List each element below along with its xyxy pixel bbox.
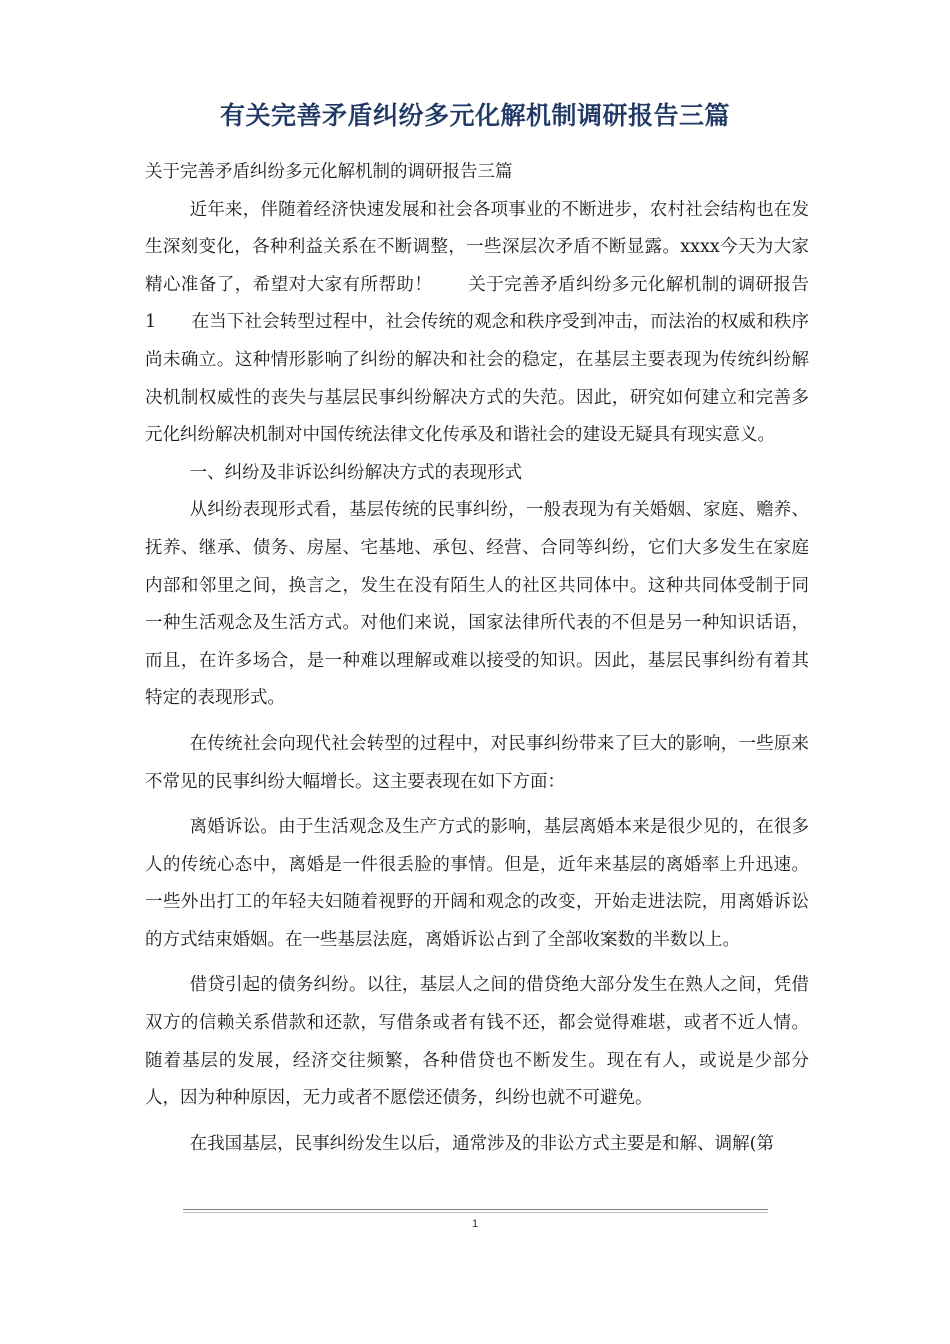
subtitle-paragraph: 关于完善矛盾纠纷多元化解机制的调研报告三篇 [145, 162, 513, 182]
intro-paragraph: 近年来，伴随着经济快速发展和社会各项事业的不断进步，农村社会结构也在发生深刻变化，各种利益关系在不断调整，一些深层次矛盾不断显露。xxxx今天为大家精心准备了，希望对大家有所帮助！ 关于完善矛盾纠纷多元化解机制的调研报告 1 在当下社会转型过程中，社会传统的观念和秩序受到冲击，而法治的权威和秩序尚未确立。这种情形影响了纠纷的解决和社会的稳定，在基层主要表现为传统纠纷解决机制权威性的丧失与基层民事纠纷解决方式的失范。因此，研究如何建立和完善多元化纠纷解决机制对中国传统法律文化传承及和谐社会的建设无疑具有现实意义。 [145, 199, 809, 446]
footer-divider [183, 1209, 768, 1210]
document-body [145, 154, 809, 1163]
section-heading: 一、纠纷及非诉讼纠纷解决方式的表现形式 [189, 462, 523, 483]
body-paragraph: 借贷引起的债务纠纷。以往，基层人之间的借贷绝大部分发生在熟人之间，凭借双方的信赖关系借款和还款，写借条或者有钱不还，都会觉得难堪，或者不近人情。随着基层的发展，经济交往频繁，各种借贷也不断发生。现在有人，或说是少部分人，因为种种原因，无力或者不愿偿还债务，纠纷也就不可避免。 [145, 975, 809, 1109]
body-paragraph: 从纠纷表现形式看，基层传统的民事纠纷，一般表现为有关婚姻、家庭、赡养、抚养、继承、债务、房屋、宅基地、承包、经营、合同等纠纷，它们大多发生在家庭内部和邻里之间，换言之，发生在没有陌生人的社区共同体中。这种共同体受制于同一种生活观念及生活方式。对他们来说，国家法律所代表的不但是另一种知识话语，而且，在许多场合，是一种难以理解或难以接受的知识。因此，基层民事纠纷有着其特定的表现形式。 [145, 500, 809, 709]
body-paragraph: 在传统社会向现代社会转型的过程中，对民事纠纷带来了巨大的影响，一些原来不常见的民事纠纷大幅增长。这主要表现在如下方面： [145, 733, 809, 792]
body-paragraph: 离婚诉讼。由于生活观念及生产方式的影响，基层离婚本来是很少见的，在很多人的传统心态中，离婚是一件很丢脸的事情。但是，近年来基层的离婚率上升迅速。一些外出打工的年轻夫妇随着视野的开阔和观念的改变，开始走进法院，用离婚诉讼的方式结束婚姻。在一些基层法庭，离婚诉讼占到了全部收案数的半数以上。 [145, 817, 809, 950]
body-paragraph: 在我国基层，民事纠纷发生以后，通常涉及的非讼方式主要是和解、调解(第 [189, 1133, 774, 1154]
page-number: 1 [471, 1218, 479, 1230]
footer-divider-secondary [183, 1212, 768, 1213]
document-title: 有关完善矛盾纠纷多元化解机制调研报告三篇 [219, 101, 730, 130]
